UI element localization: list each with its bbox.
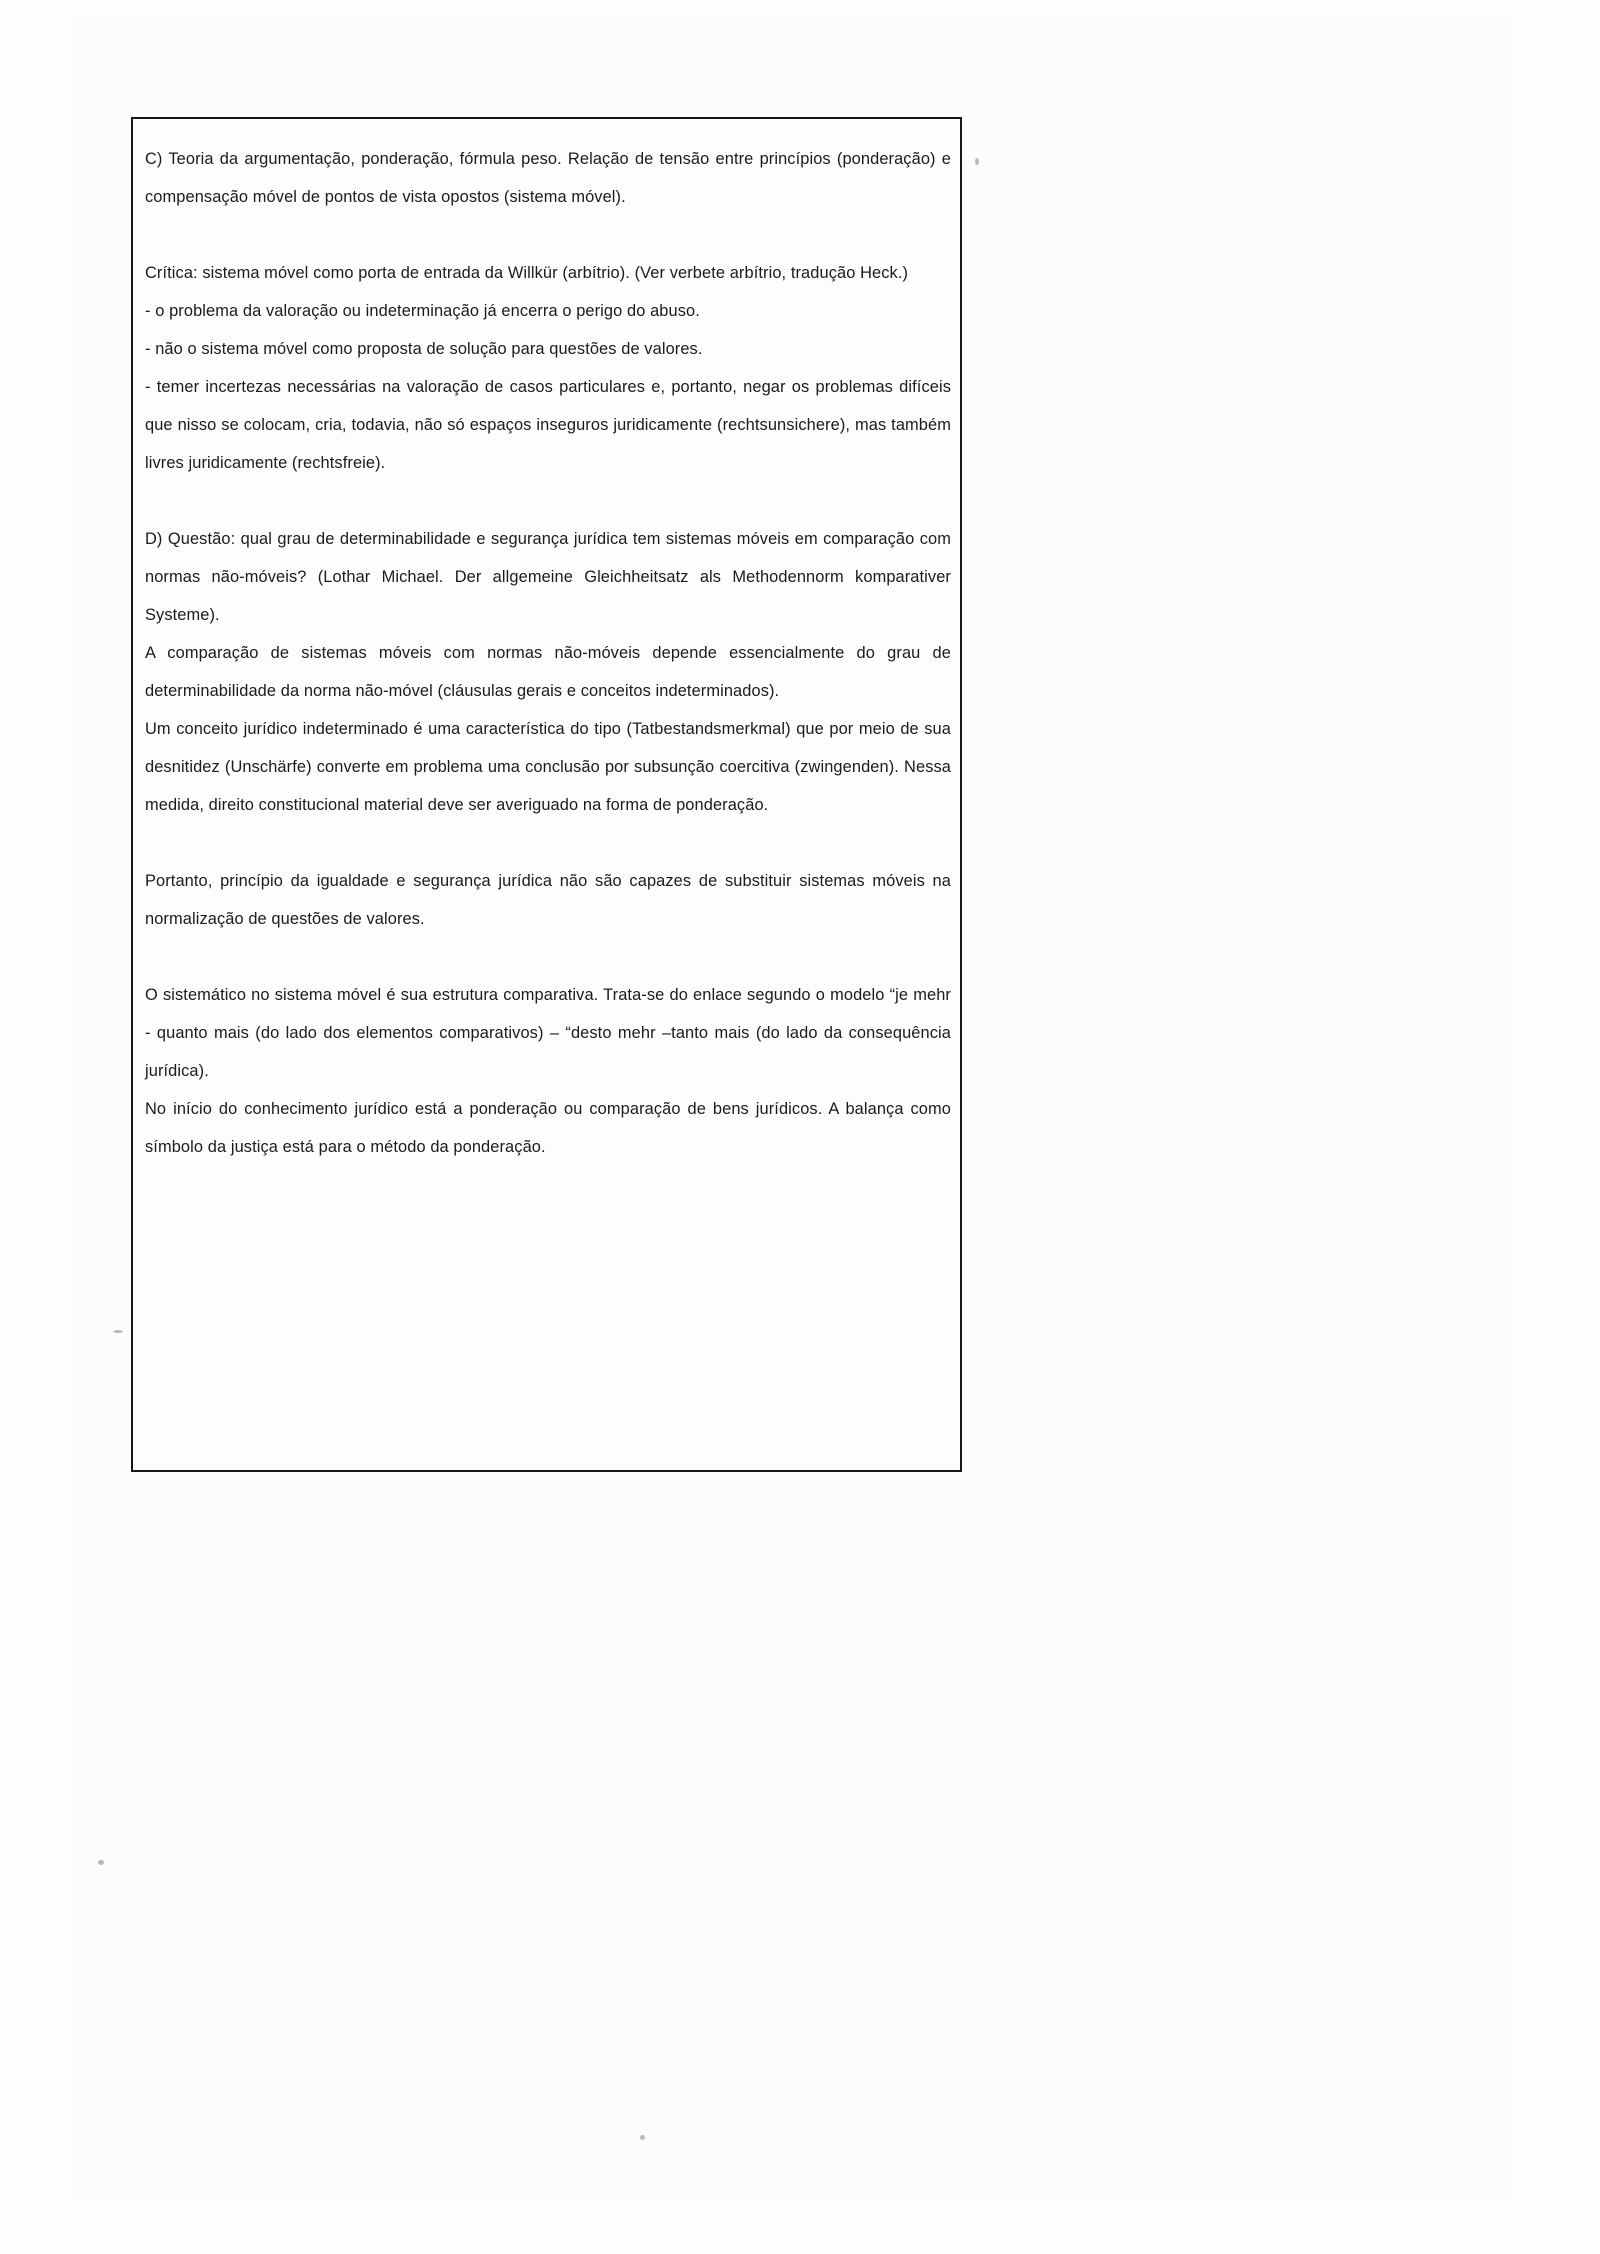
scan-speck: [98, 1860, 104, 1865]
paragraph-section-c: C) Teoria da argumentação, ponderação, fórmula peso. Relação de tensão entre princípios (ponderação) e compensação móvel de pontos de vista opostos (sistema móvel).: [145, 150, 951, 206]
scan-speck: [113, 1330, 123, 1333]
paragraph-conceito-juridico: Um conceito jurídico indeterminado é uma característica do tipo (Tatbestandsmerkmal) que por meio de sua desnitidez (Unschärfe) converte em problema uma conclusão por subsunção coercitiva (zwingenden). Nessa medida, direito constitucional material deve ser averiguado na forma de ponderação.: [145, 720, 951, 814]
paragraph-dash-item-3: - temer incertezas necessárias na valoração de casos particulares e, portanto, negar os problemas difíceis que nisso se colocam, cria, todavia, não só espaços inseguros juridicamente (rechtsunsichere), mas também livres juridicamente (rechtsfreie).: [145, 378, 951, 472]
paragraph-section-d: D) Questão: qual grau de determinabilidade e segurança jurídica tem sistemas móveis em comparação com normas não-móveis? (Lothar Michael. Der allgemeine Gleichheitsatz als Methodennorm komparativer Systeme).: [145, 530, 951, 624]
paragraph-critica: Crítica: sistema móvel como porta de entrada da Willkür (arbítrio). (Ver verbete arbítrio, tradução Heck.): [145, 264, 909, 282]
paragraph-comparacao: A comparação de sistemas móveis com normas não-móveis depende essencialmente do grau de determinabilidade da norma não-móvel (cláusulas gerais e conceitos indeterminados).: [145, 644, 951, 700]
paragraph-spacer: [145, 938, 951, 976]
paragraph-inicio-conhecimento: No início do conhecimento jurídico está a ponderação ou comparação de bens jurídicos. A balança como símbolo da justiça está para o método da ponderação.: [145, 1100, 951, 1156]
paragraph-spacer: [145, 482, 951, 520]
scan-speck: [975, 158, 979, 165]
paragraph-spacer: [145, 824, 951, 862]
paragraph-portanto: Portanto, princípio da igualdade e segurança jurídica não são capazes de substituir sistemas móveis na normalização de questões de valores.: [145, 872, 951, 928]
paragraph-sistematico: O sistemático no sistema móvel é sua estrutura comparativa. Trata-se do enlace segundo o modelo “je mehr - quanto mais (do lado dos elementos comparativos) – “desto mehr –tanto mais (do lado da consequência jurídica).: [145, 986, 951, 1080]
paragraph-spacer: [145, 216, 951, 254]
scan-speck: [640, 2135, 645, 2140]
document-text-body: [145, 140, 951, 1166]
paragraph-dash-item-1: - o problema da valoração ou indeterminação já encerra o perigo do abuso.: [145, 302, 700, 320]
paragraph-dash-item-2: - não o sistema móvel como proposta de solução para questões de valores.: [145, 340, 703, 358]
